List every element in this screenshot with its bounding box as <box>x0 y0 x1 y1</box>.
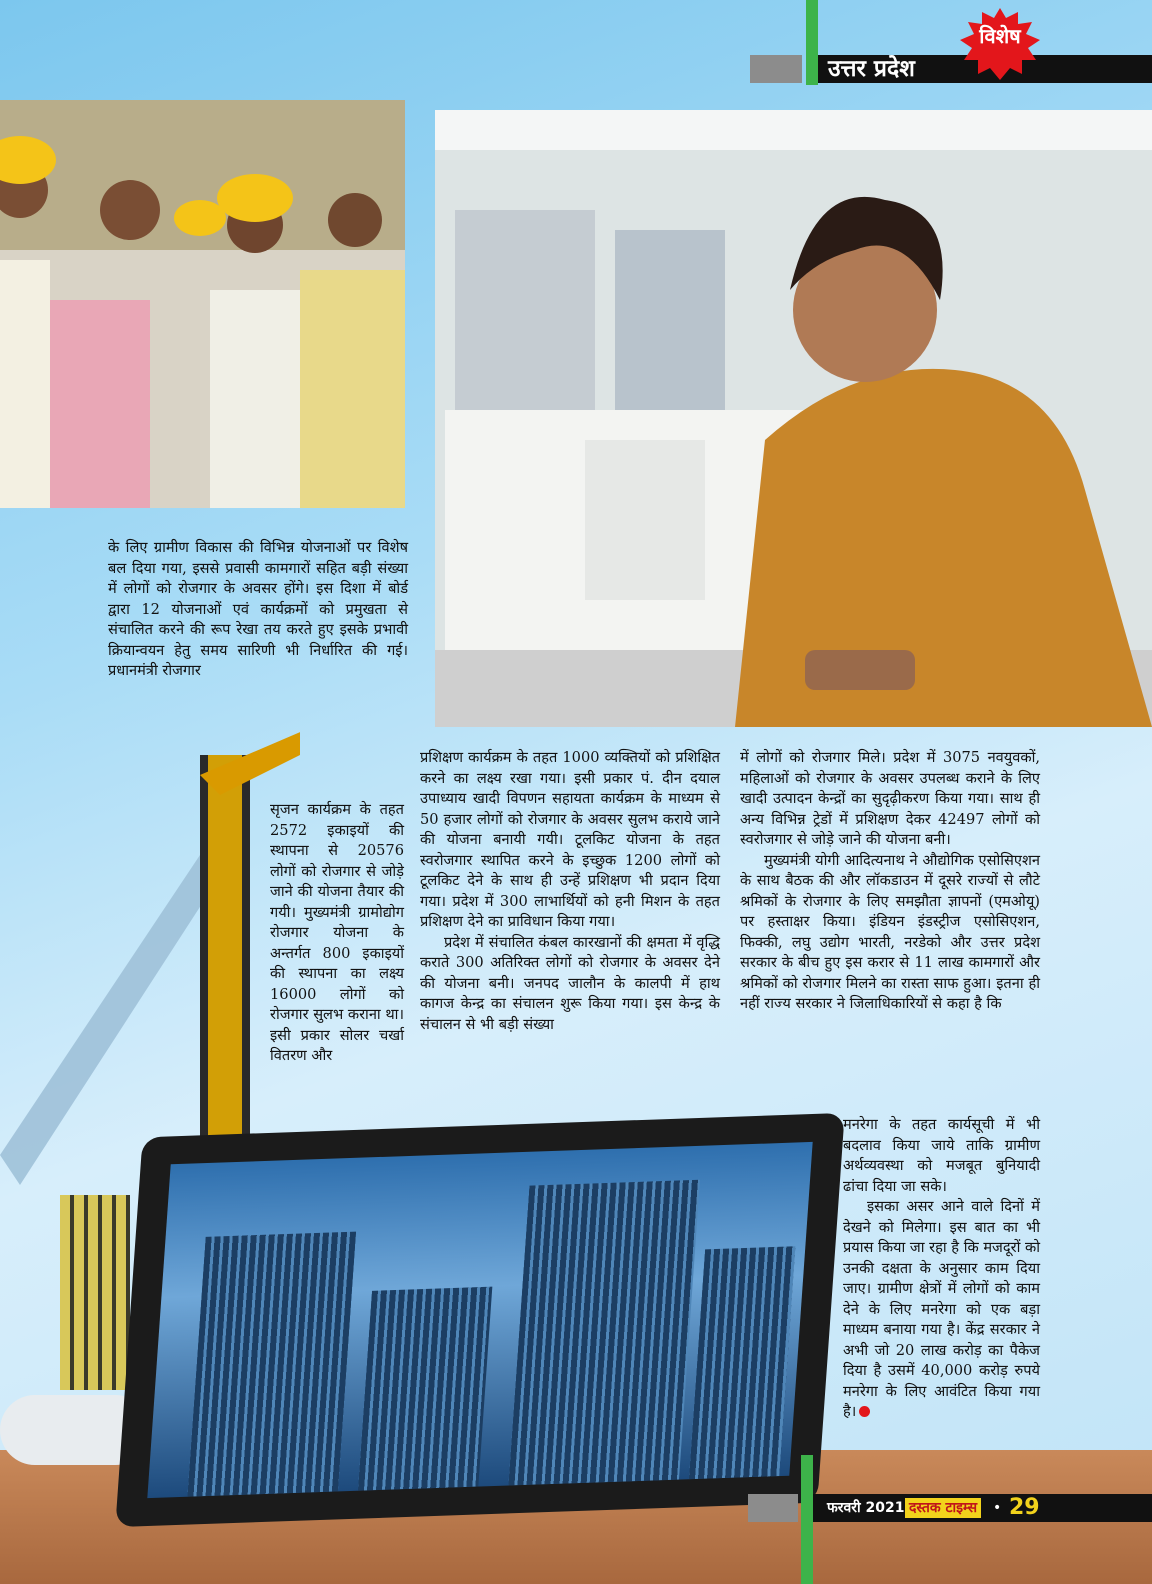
workers-photo <box>0 100 405 508</box>
paragraph: मनरेगा के तहत कार्यसूची में भी बदलाव किया जाये ताकि ग्रामीण अर्थव्यवस्था को मजबूत बुनियादी ढांचा दिया जा सके। <box>843 1116 1040 1195</box>
article-text-left-top <box>108 538 408 682</box>
footer-separator: • <box>993 1500 1002 1516</box>
article-text-right-column <box>740 748 1040 1015</box>
tablet-screen <box>147 1142 812 1498</box>
building <box>358 1287 492 1491</box>
section-title: उत्तर प्रदेश <box>828 56 915 82</box>
end-mark-icon <box>859 1406 870 1417</box>
building <box>689 1246 795 1479</box>
article-text-middle-column <box>420 748 720 1035</box>
paragraph: मुख्यमंत्री योगी आदित्यनाथ ने औद्योगिक एसोसिएशन के साथ बैठक की और लॉकडाउन में दूसरे राज्यों से लौटे श्रमिकों के रोजगार के लिए समझौता ज्ञापनों (एमओयू) पर हस्ताक्षर किया। इंडियन इंडस्ट्रीज एसोसिएशन, फिक्की, लघु उद्योग भारती, नरडेको और उत्तर प्रदेश सरकार के बीच हुए इस करार से 11 लाख कामगारों और श्रमिकों को रोजगार मिलने का रास्ता साफ हुआ। इतना ही नहीं राज्य सरकार ने जिलाधिकारियों से कहा है कि <box>740 851 1040 1012</box>
building <box>187 1232 356 1497</box>
header-green-bar <box>806 0 818 85</box>
article-text-right-narrow <box>843 1115 1040 1423</box>
paragraph: के लिए ग्रामीण विकास की विभिन्न योजनाओं पर विशेष बल दिया गया, इससे प्रवासी कामगारों सहित बड़ी संख्या में लोगों को रोजगार के अवसर होंगे। इस दिशा में बोर्ड द्वारा 12 योजनाओं एवं कार्यक्रमों को प्रमुखता से संचालित करने की रूप रेखा तय करते हुए इसके प्रभावी क्रियान्वयन हेतु समय सारिणी भी निर्धारित की गई। प्रधानमंत्री रोजगार <box>108 539 408 679</box>
paragraph: में लोगों को रोजगार मिले। प्रदेश में 3075 नवयुवकों, महिलाओं को रोजगार के अवसर उपलब्ध कराने के लिए खादी उत्पादन केन्द्रों का सुदृढ़ीकरण किया गया। साथ ही अन्य विभिन्न ट्रेडों में प्रशिक्षण देकर 42497 लोगों को स्वरोजगार से जोड़े जाने की योजना बनी। <box>740 749 1040 848</box>
footer-green-bar <box>801 1455 813 1584</box>
issue-date: फरवरी 2021 <box>827 1500 905 1516</box>
magazine-logo: दस्तक टाइम्स <box>905 1498 981 1518</box>
footer-grey-block <box>748 1494 798 1522</box>
article-text-left-column <box>270 800 404 1067</box>
factory-photo <box>435 110 1152 727</box>
paragraph: सृजन कार्यक्रम के तहत 2572 इकाइयों की स्थापना से 20576 लोगों को रोजगार से जोड़े जाने की योजना तैयार की गयी। मुख्यमंत्री ग्रामोद्योग रोजगार योजना के अन्तर्गत 800 इकाइयों की स्थापना का लक्ष्य 16000 लोगों को रोजगार सुलभ कराना था। इसी प्रकार सोलर चर्खा वितरण और <box>270 801 404 1064</box>
building <box>508 1180 700 1486</box>
header-grey-block <box>750 55 802 83</box>
tower-buildings <box>60 1195 130 1390</box>
page-footer <box>813 1494 1152 1522</box>
special-badge: विशेष <box>979 24 1021 48</box>
paragraph: प्रशिक्षण कार्यक्रम के तहत 1000 व्यक्तियों को प्रशिक्षित करने का लक्ष्य रखा गया। इसी प्रकार पं. दीन दयाल उपाध्याय खादी विपणन सहायता कार्यक्रम के माध्यम से 50 हजार लोगों को रोजगार के अवसर सुलभ कराये जाने की योजना बनायी गयी। टूलकिट योजना के तहत स्वरोजगार स्थापित करने के इच्छुक 1200 लोगों को टूलकिट देने के साथ ही उन्हें प्रशिक्षण भी प्रदान दिया गया। प्रदेश में 300 लाभार्थियों को हनी मिशन के तहत प्रशिक्षण देने का प्राविधान किया गया। <box>420 749 720 930</box>
tablet-buildings-photo <box>115 1113 844 1527</box>
paragraph: इसका असर आने वाले दिनों में देखने को मिलेगा। इस बात का भी प्रयास किया जा रहा है कि मजदूरों को उनकी दक्षता के अनुसार काम दिया जाए। ग्रामीण क्षेत्रों में लोगों को काम देने के लिए मनरेगा को एक बड़ा माध्यम बनाया गया है। केंद्र सरकार ने अभी जो 20 लाख करोड़ का पैकेज दिया है उसमें 40,000 करोड़ रुपये मनरेगा के लिए आवंटित किया गया है। <box>843 1198 1041 1420</box>
page-number: 29 <box>1009 1495 1040 1520</box>
paragraph: प्रदेश में संचालित कंबल कारखानों की क्षमता में वृद्धि कराते 300 अतिरिक्त लोगों को रोजगार के अवसर देने की योजना बनी। जनपद जालौन के कालपी में हाथ कागज केन्द्र का संचालन शुरू किया गया। इस केन्द्र के संचालन से भी बड़ी संख्या <box>420 933 720 1033</box>
